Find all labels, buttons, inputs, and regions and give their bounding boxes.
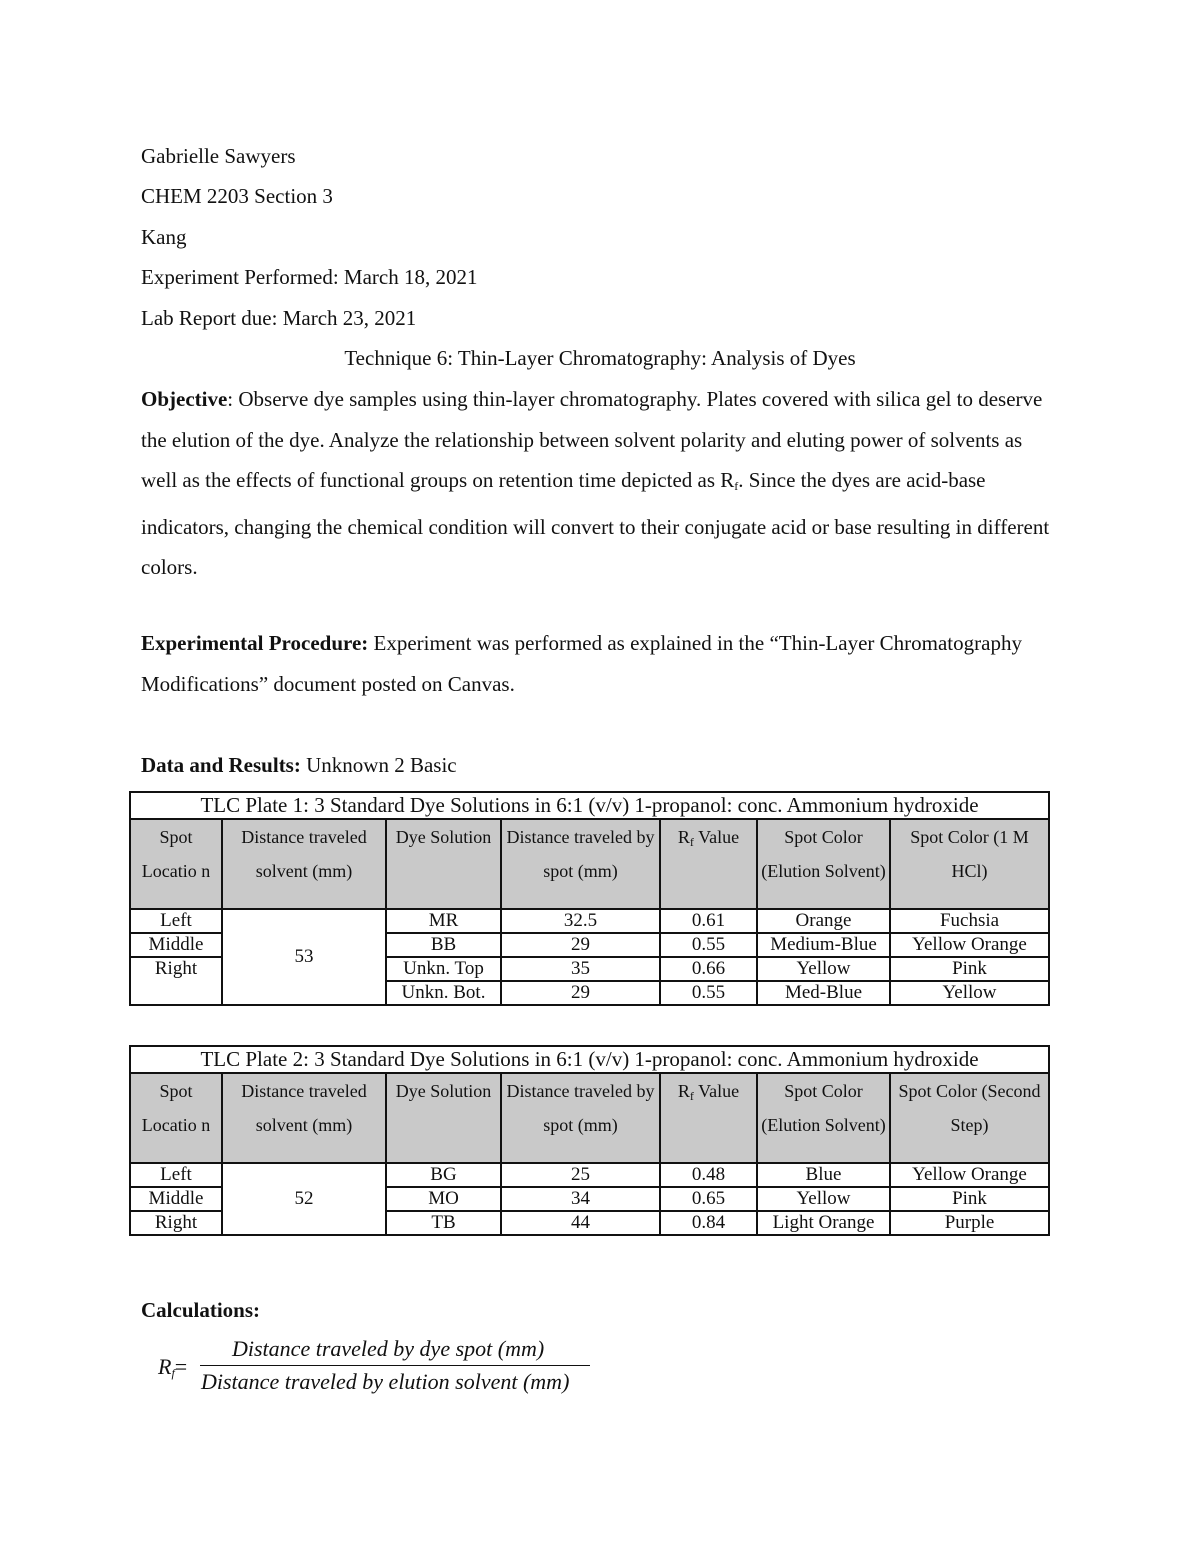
fraction-bar — [200, 1365, 590, 1366]
data-results-heading — [141, 753, 457, 777]
cell-second-color: Pink — [890, 1187, 1049, 1211]
cell-second-color: Yellow Orange — [890, 1163, 1049, 1187]
performed-date: Experiment Performed: March 18, 2021 — [141, 265, 478, 289]
objective-label: Objective — [141, 387, 228, 411]
col-header: Distance traveled solvent (mm) — [222, 819, 386, 909]
col-header: Spot Color (Second Step) — [890, 1073, 1049, 1163]
cell-rf: 0.84 — [660, 1211, 757, 1235]
cell-rf: 0.55 — [660, 933, 757, 957]
cell-rf: 0.48 — [660, 1163, 757, 1187]
procedure-label: Experimental Procedure: — [141, 631, 369, 655]
cell-location: Right — [130, 957, 222, 1005]
objective-paragraph — [141, 379, 1061, 588]
objective-text: : Observe dye samples using thin-layer chromatography. Plates covered with silica gel to deserve the elution of the dye. Analyze the relationship between solvent polarity and eluting power of solvents as well as the effects of functional groups on retention time depicted as R — [141, 387, 1043, 492]
procedure-paragraph — [141, 623, 1061, 704]
cell-location: Middle — [130, 933, 222, 957]
cell-dye: BG — [386, 1163, 501, 1187]
objective-text-end: . Since the dyes are acid-base indicators, changing the chemical condition will convert to their conjugate acid or base resulting in different colors. — [141, 468, 1050, 579]
author-name: Gabrielle Sawyers — [141, 144, 296, 168]
cell-elution-color: Yellow — [757, 1187, 890, 1211]
cell-spot-distance: 44 — [501, 1211, 660, 1235]
cell-second-color: Yellow — [890, 981, 1049, 1005]
col-header: Dye Solution — [386, 1073, 501, 1163]
col-header: Spot Locatio n — [130, 819, 222, 909]
procedure-text: Experiment was performed as explained in the “Thin-Layer Chromatography Modifications” document posted on Canvas. — [141, 631, 1022, 696]
tlc-plate-1-table — [129, 791, 1050, 1006]
cell-elution-color: Orange — [757, 909, 890, 933]
cell-rf: 0.61 — [660, 909, 757, 933]
col-header: Distance traveled by spot (mm) — [501, 1073, 660, 1163]
instructor-line: Kang — [141, 225, 187, 249]
cell-spot-distance: 25 — [501, 1163, 660, 1187]
cell-spot-distance: 29 — [501, 933, 660, 957]
col-header: Distance traveled solvent (mm) — [222, 1073, 386, 1163]
table-row — [130, 1163, 1049, 1187]
col-header-rf: $R_f$ Value — [660, 819, 757, 909]
cell-dye: TB — [386, 1211, 501, 1235]
col-header: Spot Color (Elution Solvent) — [757, 819, 890, 909]
cell-elution-color: Med-Blue — [757, 981, 890, 1005]
cell-elution-color: Medium-Blue — [757, 933, 890, 957]
cell-spot-distance: 35 — [501, 957, 660, 981]
cell-dye: MR — [386, 909, 501, 933]
calculations-heading — [141, 1298, 260, 1322]
cell-rf: 0.65 — [660, 1187, 757, 1211]
cell-location: Left — [130, 1163, 222, 1187]
cell-rf: 0.66 — [660, 957, 757, 981]
cell-elution-color: Blue — [757, 1163, 890, 1187]
course-line: CHEM 2203 Section 3 — [141, 184, 333, 208]
cell-solvent-distance: 52 — [222, 1163, 386, 1235]
tlc-plate-2-table — [129, 1045, 1050, 1236]
objective-rf-sub: f — [734, 479, 739, 493]
col-header: Spot Color (Elution Solvent) — [757, 1073, 890, 1163]
cell-spot-distance: 34 — [501, 1187, 660, 1211]
cell-spot-distance: 29 — [501, 981, 660, 1005]
col-header: Dye Solution — [386, 819, 501, 909]
header-row — [130, 1073, 1049, 1163]
due-date: Lab Report due: March 23, 2021 — [141, 306, 417, 330]
cell-elution-color: Light Orange — [757, 1211, 890, 1235]
table-row — [130, 909, 1049, 933]
cell-location: Middle — [130, 1187, 222, 1211]
cell-location: Right — [130, 1211, 222, 1235]
cell-second-color: Pink — [890, 957, 1049, 981]
cell-spot-distance: 32.5 — [501, 909, 660, 933]
cell-dye: BB — [386, 933, 501, 957]
formula-lhs: $R_f=$ — [158, 1354, 188, 1380]
cell-solvent-distance: 53 — [222, 909, 386, 1005]
plate-title: TLC Plate 2: 3 Standard Dye Solutions in 6:1 (v/v) 1-propanol: conc. Ammonium hydroxide — [130, 1046, 1049, 1073]
cell-dye: MO — [386, 1187, 501, 1211]
cell-location: Left — [130, 909, 222, 933]
formula-denominator: Distance traveled by elution solvent (mm) — [201, 1369, 570, 1394]
cell-elution-color: Yellow — [757, 957, 890, 981]
data-results-text: Unknown 2 Basic — [300, 753, 457, 777]
header-row — [130, 819, 1049, 909]
cell-second-color: Fuchsia — [890, 909, 1049, 933]
cell-second-color: Purple — [890, 1211, 1049, 1235]
col-header: Spot Locatio n — [130, 1073, 222, 1163]
cell-second-color: Yellow Orange — [890, 933, 1049, 957]
col-header: Spot Color (1 M HCl) — [890, 819, 1049, 909]
plate-title: TLC Plate 1: 3 Standard Dye Solutions in 6:1 (v/v) 1-propanol: conc. Ammonium hydroxide — [130, 792, 1049, 819]
col-header-rf: $R_f$ Value — [660, 1073, 757, 1163]
calculations-label: Calculations: — [141, 1298, 261, 1322]
report-title: Technique 6: Thin-Layer Chromatography: Analysis of Dyes — [344, 346, 856, 370]
cell-dye: Unkn. Bot. — [386, 981, 501, 1005]
cell-dye: Unkn. Top — [386, 957, 501, 981]
col-header: Distance traveled by spot (mm) — [501, 819, 660, 909]
data-results-label: Data and Results: — [141, 753, 301, 777]
cell-rf: 0.55 — [660, 981, 757, 1005]
formula-numerator: Distance traveled by dye spot (mm) — [232, 1336, 545, 1361]
